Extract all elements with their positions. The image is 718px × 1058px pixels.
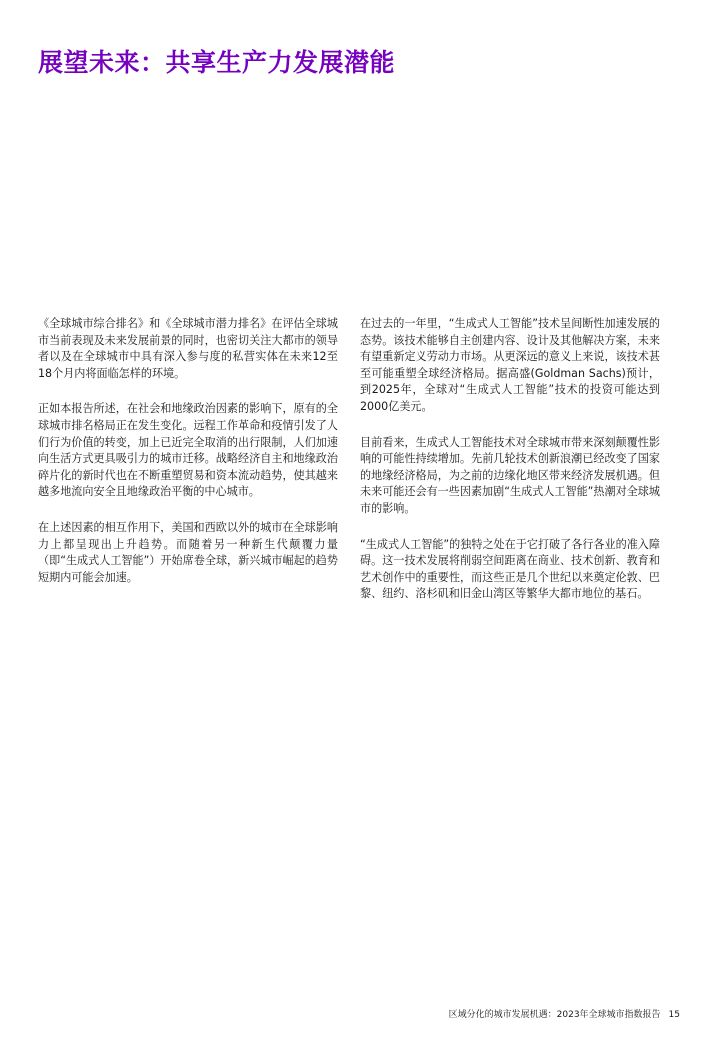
page-footer <box>449 1007 680 1020</box>
page-number: 15 <box>668 1010 680 1020</box>
body-paragraph: 《全球城市综合排名》和《全球城市潜力排名》在评估全球城市当前表现及未来发展前景的同时，也密切关注大都市的领导者以及在全球城市中具有深入参与度的私营实体在未来12至18个月内将面临怎样的环境。 <box>38 317 338 380</box>
footer-report-title: 区域分化的城市发展机遇：2023年全球城市指数报告 <box>448 1010 661 1020</box>
right-column <box>360 316 660 622</box>
body-paragraph: 目前看来，生成式人工智能技术对全球城市带来深刻颠覆性影响的可能性持续增加。先前几轮技术创新浪潮已经改变了国家的地缘经济格局，为之前的边缘化地区带来经济发展机遇。但未来可能还会有一些因素加剧“生成式人工智能”热潮对全球城市的影响。 <box>360 435 660 515</box>
page-title: 展望未来：共享生产力发展潜能 <box>38 47 396 77</box>
body-paragraph: “生成式人工智能”的独特之处在于它打破了各行各业的准入障碍。这一技术发展将削弱空间距离在商业、技术创新、教育和艺术创作中的重要性，而这些正是几个世纪以来奠定伦敦、巴黎、纽约、洛杉矶和旧金山湾区等繁华大都市地位的基石。 <box>360 537 660 601</box>
body-paragraph: 正如本报告所述，在社会和地缘政治因素的影响下，原有的全球城市排名格局正在发生变化。远程工作革命和疫情引发了人们行为价值的转变，加上已近完全取消的出行限制，人们加速向生活方式更具吸引力的城市迁移。战略经济自主和地缘政治碎片化的新时代也在不断重塑贸易和资本流动趋势，使其越来越多地流向安全且地缘政治平衡的中心城市。 <box>38 402 338 499</box>
body-paragraph: 在过去的一年里，“生成式人工智能”技术呈间断性加速发展的态势。该技术能够自主创建内容、设计及其他解决方案，未来有望重新定义劳动力市场。从更深远的意义上来说，该技术甚至可能重塑全球经济格局。据高盛(Goldman Sachs)预计，到2025年，全球对“生成式人工智能”技术的投资可能达到2000亿美元。 <box>360 317 660 413</box>
left-column <box>38 316 338 605</box>
body-paragraph: 在上述因素的相互作用下，美国和西欧以外的城市在全球影响力上都呈现出上升趋势。而随着另一种新生代颠覆力量（即“生成式人工智能”）开始席卷全球，新兴城市崛起的趋势短期内可能会加速。 <box>38 520 338 584</box>
